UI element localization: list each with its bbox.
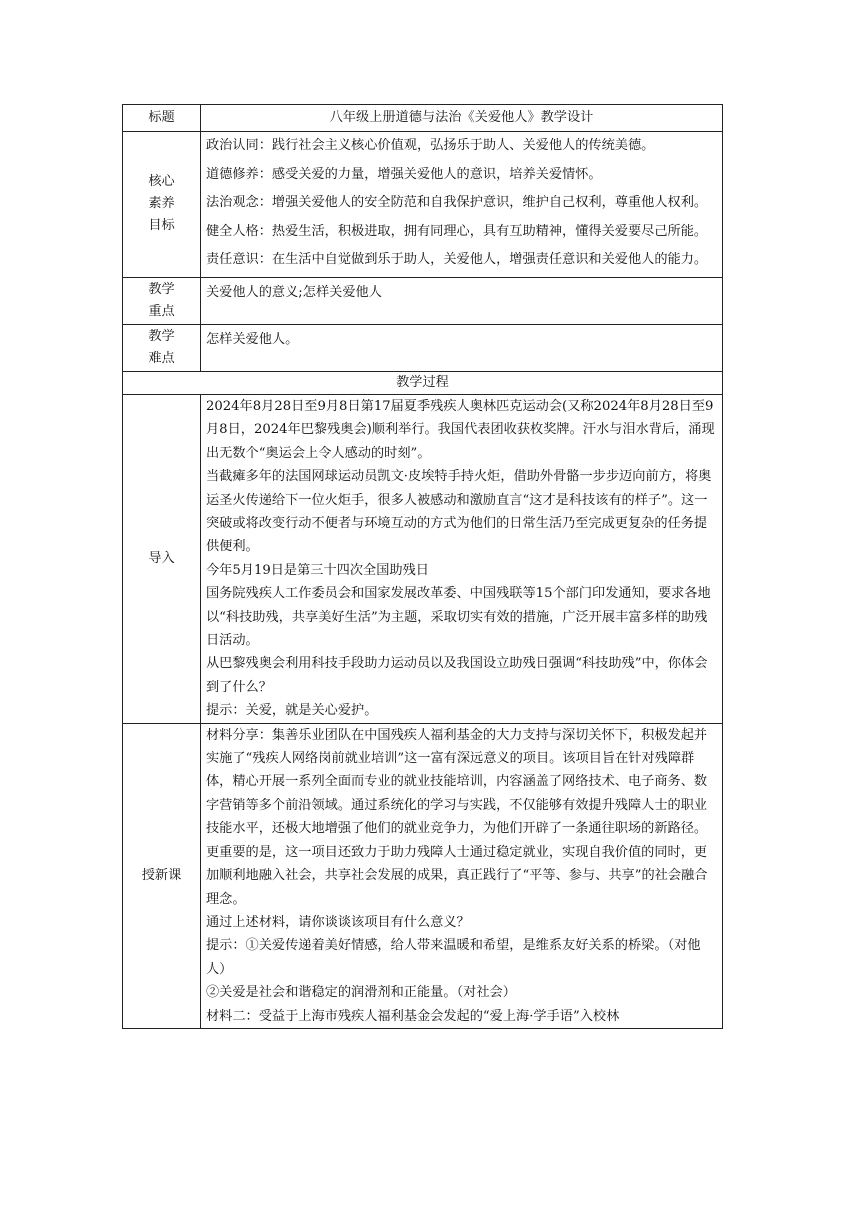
intro-paragraph: 国务院残疾人工作委员会和国家发展改革委、中国残联等15个部门印发通知，要求各地以“科技助残，共享美好生活”为主题，采取切实有效的措施，广泛开展丰富多样的助残日活动。: [206, 586, 711, 649]
intro-paragraph: 今年5月19日是第三十四次全国助残日: [206, 562, 429, 578]
core-item: 责任意识：在生活中自觉做到乐于助人，关爱他人，增强责任意识和关爱他人的能力。: [206, 252, 708, 268]
intro-paragraph: 提示：关爱，就是关心爱护。: [206, 703, 378, 719]
core-label-line: 素养: [148, 196, 175, 212]
lesson-paragraph: 提示：①关爱传递着美好情感，给人带来温暖和希望，是维系友好关系的桥梁。（对他人）: [206, 938, 701, 977]
process-header: 教学过程: [123, 371, 723, 394]
new-lesson-content: [201, 723, 723, 1028]
core-item: 健全人格：热爱生活，积极进取，拥有同理心，具有互助精神，懂得关爱要尽己所能。: [206, 223, 708, 239]
key-points-label: [123, 277, 201, 324]
core-label-line: 目标: [148, 218, 175, 234]
lesson-paragraph: 材料二：受益于上海市残疾人福利基金会发起的“爱上海·学手语”入校林: [206, 1008, 620, 1024]
new-lesson-row: [123, 723, 723, 1028]
difficulty-label: [123, 324, 201, 371]
key-points-label-line: 重点: [148, 303, 175, 319]
core-label-line: 核心: [148, 174, 175, 190]
intro-paragraph: 从巴黎残奥会利用科技手段助力运动员以及我国设立助残日强调“科技助残”中，你体会到了什么？: [206, 656, 708, 695]
title-row: [123, 105, 723, 132]
core-item: 法治观念：增强关爱他人的安全防范和自我保护意识，维护自己权利，尊重他人权利。: [206, 195, 708, 211]
intro-content: [201, 394, 723, 723]
intro-row: [123, 394, 723, 723]
intro-label: 导入: [123, 394, 201, 723]
lesson-paragraph: ②关爱是社会和谐稳定的润滑剂和正能量。（对社会）: [206, 985, 516, 1001]
lesson-paragraph: 通过上述材料，请你谈谈该项目有什么意义？: [206, 914, 470, 930]
key-points-row: [123, 277, 723, 324]
key-points-label-line: 教学: [148, 281, 175, 297]
core-literacy-content: [201, 132, 723, 278]
core-literacy-label: [123, 132, 201, 278]
intro-paragraph: 2024年8月28日至9月8日第17届夏季残疾人奥林匹克运动会(又称2024年8月28日至9月8日，2024年巴黎残奥会)顺利举行。我国代表团收获枚奖牌。汗水与泪水背后，涌现出无数个“奥运会上令人感动的时刻”。: [206, 398, 715, 461]
new-lesson-label: 授新课: [123, 723, 201, 1028]
process-header-row: [123, 371, 723, 394]
core-item: 政治认同：践行社会主义核心价值观，弘扬乐于助人、关爱他人的传统美德。: [206, 138, 655, 153]
difficulty-value: 怎样关爱他人。: [201, 324, 723, 371]
key-points-value: 关爱他人的意义;怎样关爱他人: [201, 277, 723, 324]
lesson-paragraph: 材料分享：集善乐业团队在中国残疾人福利基金的大力支持与深切关怀下，积极发起并实施了“残疾人网络岗前就业培训”这一富有深远意义的项目。该项目旨在针对残障群体，精心开展一系列全面而专业的就业技能培训，内容涵盖了网络技术、电子商务、数字营销等多个前沿领域。通过系统化的学习与实践，不仅能够有效提升残障人士的职业技能水平，还极大地增强了他们的就业竞争力，为他们开辟了一条通往职场的新路径。更重要的是，这一项目还致力于助力残障人士通过稳定就业，实现自我价值的同时，更加顺利地融入社会，共享社会发展的成果，真正践行了“平等、参与、共享”的社会融合理念。: [206, 727, 708, 907]
intro-paragraph: 当截瘫多年的法国网球运动员凯文·皮埃特手持火炬，借助外骨骼一步步迈向前方，将奥运圣火传递给下一位火炬手，很多人被感动和激励直言“这才是科技该有的样子”。这一突破或将改变行动不便者与环境互动的方式为他们的日常生活乃至完成更复杂的任务提供便利。: [206, 469, 712, 555]
difficulty-label-line: 教学: [148, 328, 175, 344]
difficulty-label-line: 难点: [148, 350, 175, 366]
lesson-plan-table: [122, 104, 723, 1029]
title-label: 标题: [123, 105, 201, 132]
difficulty-row: [123, 324, 723, 371]
core-literacy-row: [123, 132, 723, 278]
title-value: 八年级上册道德与法治《关爱他人》教学设计: [201, 105, 723, 132]
core-item: 道德修养：感受关爱的力量，增强关爱他人的意识，培养关爱情怀。: [206, 166, 602, 182]
